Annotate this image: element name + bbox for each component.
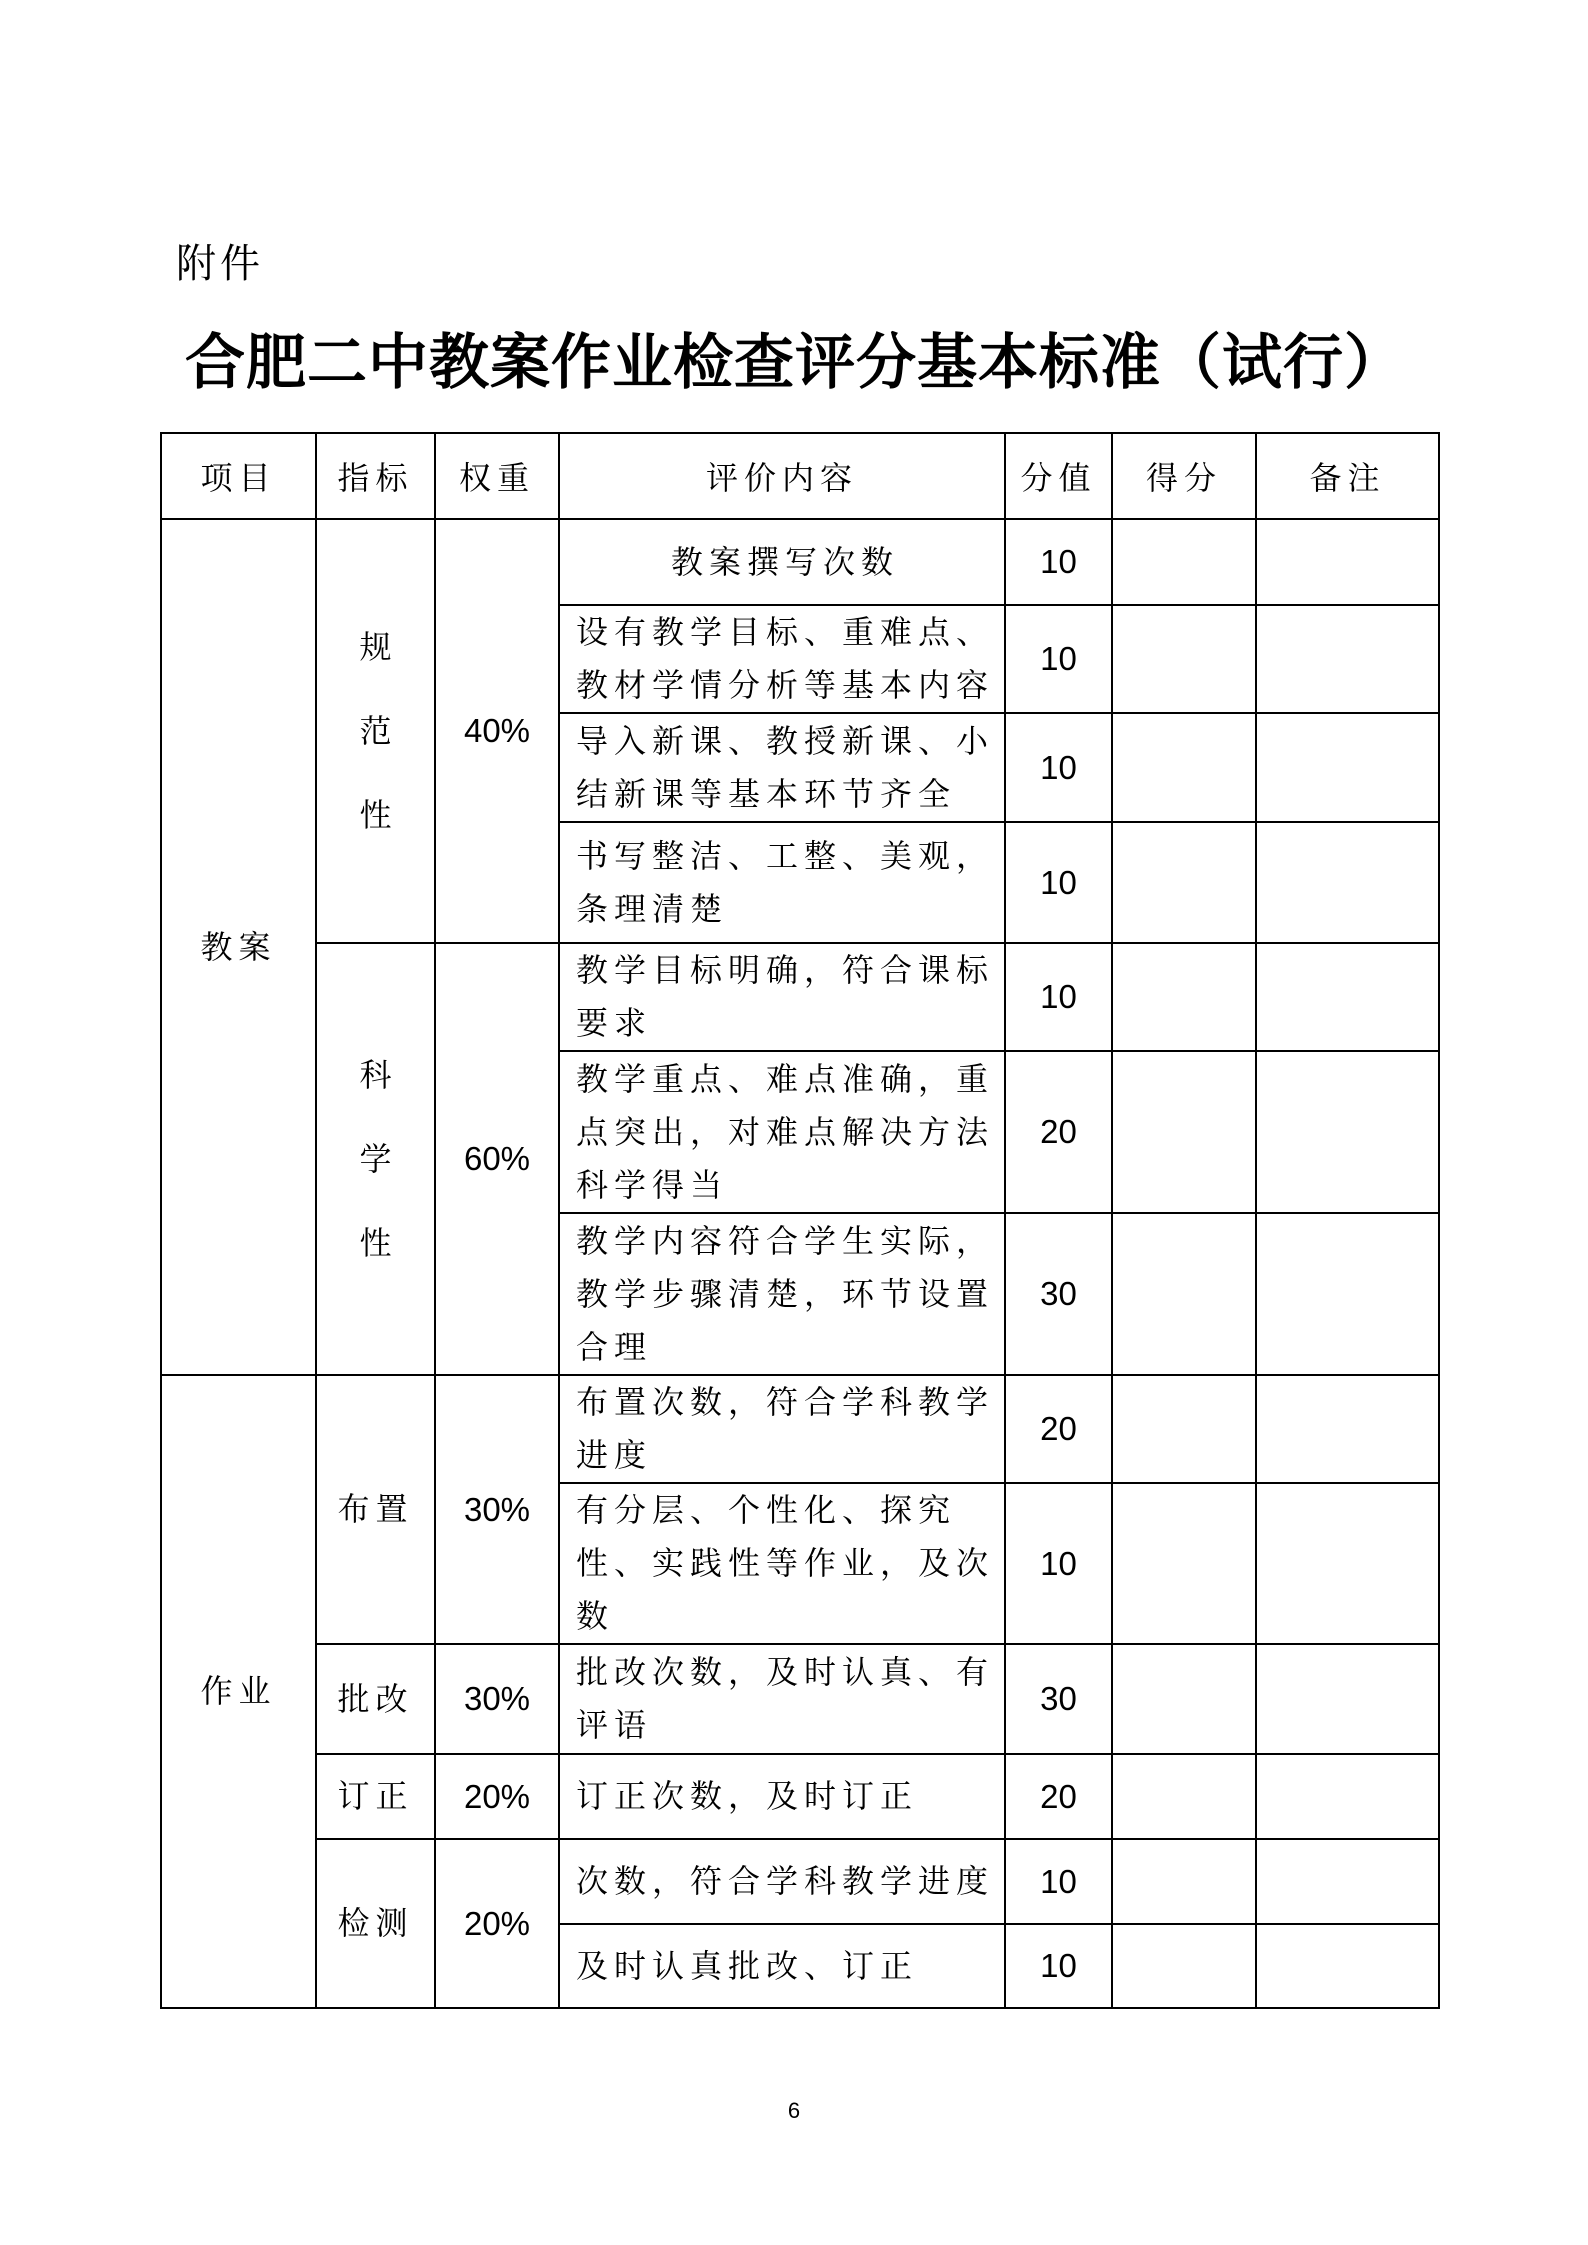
- remarks-cell[interactable]: [1256, 1051, 1439, 1213]
- score-input-cell[interactable]: [1112, 1375, 1256, 1483]
- score-input-cell[interactable]: [1112, 1754, 1256, 1839]
- header-remarks: 备注: [1256, 433, 1439, 519]
- table-row: [161, 1375, 1439, 1483]
- content-cell: 及时认真批改、订正: [559, 1924, 1005, 2008]
- header-score-got: 得分: [1112, 433, 1256, 519]
- indicator-correct: 批改: [316, 1644, 435, 1754]
- indicator-normative: [316, 519, 435, 943]
- indicator-char: 范: [359, 712, 392, 750]
- content-cell: 次数，符合学科教学进度: [559, 1839, 1005, 1924]
- weight-cell: 20%: [435, 1839, 559, 2008]
- remarks-cell[interactable]: [1256, 605, 1439, 713]
- header-project: 项目: [161, 433, 316, 519]
- score-input-cell[interactable]: [1112, 1051, 1256, 1213]
- score-cell: 10: [1005, 822, 1112, 943]
- header-content: 评价内容: [559, 433, 1005, 519]
- table-row: [161, 1839, 1439, 1924]
- weight-cell: 60%: [435, 943, 559, 1375]
- scoring-table: [160, 432, 1440, 2009]
- score-input-cell[interactable]: [1112, 1924, 1256, 2008]
- score-input-cell[interactable]: [1112, 713, 1256, 822]
- score-cell: 10: [1005, 1924, 1112, 2008]
- indicator-test: 检测: [316, 1839, 435, 2008]
- table-row: [161, 1644, 1439, 1754]
- indicator-assign: 布置: [316, 1375, 435, 1644]
- score-cell: 20: [1005, 1051, 1112, 1213]
- score-cell: 10: [1005, 943, 1112, 1051]
- page-number: 6: [787, 2098, 801, 2123]
- header-row: [161, 433, 1439, 519]
- weight-cell: 20%: [435, 1754, 559, 1839]
- remarks-cell[interactable]: [1256, 1483, 1439, 1644]
- score-input-cell[interactable]: [1112, 1213, 1256, 1375]
- header-score-value: 分值: [1005, 433, 1112, 519]
- remarks-cell[interactable]: [1256, 713, 1439, 822]
- score-input-cell[interactable]: [1112, 943, 1256, 1051]
- remarks-cell[interactable]: [1256, 943, 1439, 1051]
- score-input-cell[interactable]: [1112, 519, 1256, 605]
- score-cell: 30: [1005, 1644, 1112, 1754]
- score-cell: 20: [1005, 1754, 1112, 1839]
- content-cell: 导入新课、教授新课、小结新课等基本环节齐全: [559, 713, 1005, 822]
- content-cell: 教案撰写次数: [559, 519, 1005, 605]
- score-input-cell[interactable]: [1112, 822, 1256, 943]
- content-cell: 教学内容符合学生实际，教学步骤清楚，环节设置合理: [559, 1213, 1005, 1375]
- table-row: [161, 1754, 1439, 1839]
- indicator-char: 性: [359, 796, 392, 834]
- table-row: [161, 943, 1439, 1051]
- weight-cell: 30%: [435, 1375, 559, 1644]
- weight-cell: 30%: [435, 1644, 559, 1754]
- remarks-cell[interactable]: [1256, 1839, 1439, 1924]
- score-cell: 30: [1005, 1213, 1112, 1375]
- content-cell: 书写整洁、工整、美观，条理清楚: [559, 822, 1005, 943]
- score-cell: 10: [1005, 519, 1112, 605]
- score-input-cell[interactable]: [1112, 1644, 1256, 1754]
- score-cell: 10: [1005, 1839, 1112, 1924]
- indicator-char: 规: [359, 628, 392, 666]
- indicator-revise: 订正: [316, 1754, 435, 1839]
- remarks-cell[interactable]: [1256, 1213, 1439, 1375]
- weight-cell: 40%: [435, 519, 559, 943]
- remarks-cell[interactable]: [1256, 1754, 1439, 1839]
- indicator-char: 性: [359, 1224, 392, 1262]
- remarks-cell[interactable]: [1256, 519, 1439, 605]
- table-row: [161, 519, 1439, 605]
- score-input-cell[interactable]: [1112, 605, 1256, 713]
- indicator-char: 学: [359, 1140, 392, 1178]
- remarks-cell[interactable]: [1256, 1644, 1439, 1754]
- content-cell: 批改次数，及时认真、有评语: [559, 1644, 1005, 1754]
- score-input-cell[interactable]: [1112, 1839, 1256, 1924]
- content-cell: 有分层、个性化、探究性、实践性等作业，及次数: [559, 1483, 1005, 1644]
- section-homework: 作业: [161, 1375, 316, 2008]
- content-cell: 教学目标明确，符合课标要求: [559, 943, 1005, 1051]
- document-title: 合肥二中教案作业检查评分基本标准（试行）: [185, 328, 1405, 398]
- score-cell: 10: [1005, 605, 1112, 713]
- header-indicator: 指标: [316, 433, 435, 519]
- score-cell: 20: [1005, 1375, 1112, 1483]
- score-cell: 10: [1005, 713, 1112, 822]
- indicator-char: 科: [359, 1056, 392, 1094]
- content-cell: 布置次数，符合学科教学进度: [559, 1375, 1005, 1483]
- content-cell: 教学重点、难点准确，重点突出，对难点解决方法科学得当: [559, 1051, 1005, 1213]
- content-cell: 订正次数，及时订正: [559, 1754, 1005, 1839]
- section-lesson: 教案: [161, 519, 316, 1375]
- remarks-cell[interactable]: [1256, 1924, 1439, 2008]
- remarks-cell[interactable]: [1256, 822, 1439, 943]
- score-cell: 10: [1005, 1483, 1112, 1644]
- attachment-label: 附件: [176, 241, 264, 287]
- score-input-cell[interactable]: [1112, 1483, 1256, 1644]
- indicator-scientific: [316, 943, 435, 1375]
- remarks-cell[interactable]: [1256, 1375, 1439, 1483]
- content-cell: 设有教学目标、重难点、教材学情分析等基本内容: [559, 605, 1005, 713]
- header-weight: 权重: [435, 433, 559, 519]
